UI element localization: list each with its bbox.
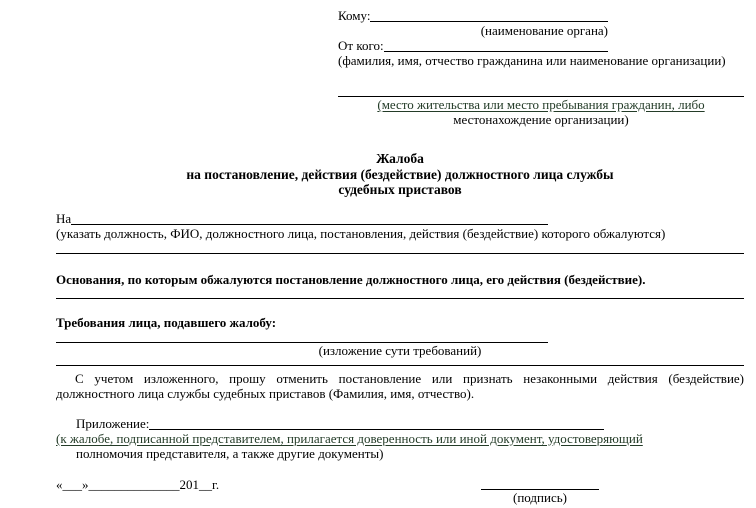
footer-row [56,477,744,505]
document-title [56,151,744,198]
document-title-line1: Жалоба [376,151,424,166]
recipient-block [338,8,744,127]
to-field-label: Кому: [338,8,371,23]
date-blank-line: «___»______________201__г. [56,476,220,492]
grounds-heading: Основания, по которым обжалуются постановление должностного лица, его действия (бездействие). [56,271,646,287]
to-field-annotation: (наименование органа) [480,23,608,38]
address-annotation-line1: (место жительства или место пребывания гражданин, либо [377,97,705,112]
signature-block [481,477,599,505]
separator-line-3 [56,365,744,366]
document-title-line3: судебных приставов [338,182,462,197]
separator-line-1 [56,253,744,254]
subject-field-annotation: (указать должность, ФИО, должностного лица, постановления, действия (бездействие) которого обжалуются) [56,225,666,241]
attachment-annotation-line1: (к жалобе, подписанной представителем, прилагается доверенность или иной документ, удостоверяющий [56,430,643,446]
demands-annotation: (изложение сути требований) [318,342,482,358]
to-field-blank-line [370,8,608,22]
attachment-field-label: Приложение: [76,415,150,431]
signature-annotation: (подпись) [513,489,567,505]
to-field-row [338,8,608,23]
demands-blank-line [56,330,548,343]
document-title-line2: на постановление, действия (бездействие) должностного лица службы [186,166,614,182]
from-field-annotation: (фамилия, имя, отчество гражданина или наименование организации) [338,53,726,68]
subject-field-label: На [56,210,72,226]
from-field-label: От кого: [338,38,384,53]
demands-heading: Требования лица, подавшего жалобу: [56,314,277,330]
attachment-field-blank-line [149,416,604,430]
request-paragraph: С учетом изложенного, прошу отменить постановление или признать незаконными действия (бездействие) должностного лица службы судебных приставов (Фамилия, имя, отчество). [56,370,744,401]
attachment-field-row [76,416,604,431]
subject-field-row [56,211,548,226]
address-blank-line [338,68,744,97]
subject-field-blank-line [71,211,548,225]
from-field-row [338,38,608,53]
address-annotation-line2: местонахождение организации) [453,112,629,127]
separator-line-2 [56,298,744,299]
from-field-blank-line [384,38,608,52]
attachment-annotation-line2: полномочия представителя, а также другие документы) [76,445,384,461]
signature-blank-line [481,477,599,490]
